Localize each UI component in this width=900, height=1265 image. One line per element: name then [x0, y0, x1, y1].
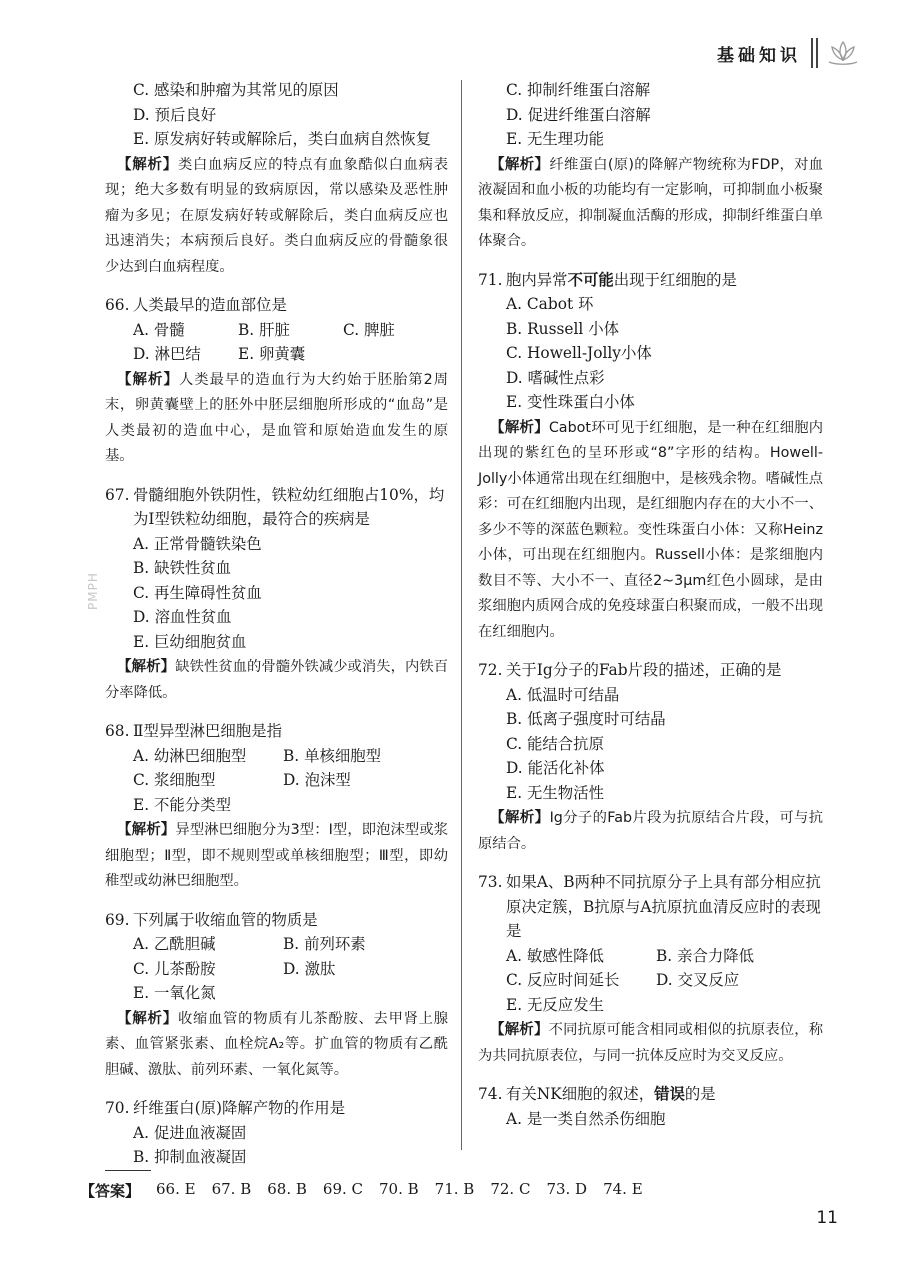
explanation-text: 人类最早的造血行为大约始于胚胎第2周末，卵黄囊壁上的胚外中胚层细胞所形成的“血岛”是人类最初的造血中心，是血管和原始造血发生的原基。	[105, 371, 448, 464]
option: E. 巨幼细胞贫血	[133, 632, 247, 651]
option: B. 单核细胞型	[283, 746, 382, 765]
option: D. 促进纤维蛋白溶解	[506, 105, 651, 124]
question-71	[478, 268, 823, 645]
question-text: 下列属于收缩血管的物质是	[133, 910, 318, 929]
answer-item: 74. E	[603, 1180, 643, 1198]
explanation	[478, 1017, 823, 1068]
answer-key	[80, 1180, 643, 1201]
question-number: 73.	[478, 873, 503, 891]
option: A. 低温时可结晶	[506, 685, 620, 704]
answer-item: 69. C	[322, 1180, 364, 1198]
option: E. 一氧化氮	[133, 984, 216, 1002]
question-74	[478, 1082, 823, 1131]
question-text: 纤维蛋白(原)降解产物的作用是	[133, 1099, 346, 1117]
option-row	[105, 932, 448, 957]
option: A. 促进血液凝固	[133, 1123, 247, 1142]
question-65-tail	[105, 78, 448, 279]
question-stem	[478, 268, 823, 293]
question-stem	[105, 1096, 448, 1121]
answer-item: 66. E	[156, 1180, 196, 1198]
option: D. 溶血性贫血	[133, 608, 232, 626]
question-number: 68.	[105, 722, 130, 740]
option-row	[105, 342, 448, 367]
option: E. 变性珠蛋白小体	[506, 393, 635, 411]
option: C. 感染和肿瘤为其常见的原因	[133, 81, 339, 99]
option: C. 反应时间延长	[506, 971, 620, 989]
stem-part: 有关NK细胞的叙述，	[506, 1085, 655, 1103]
answer-item: 71. B	[434, 1180, 475, 1198]
stem-part: 的是	[684, 1085, 716, 1103]
explanation-text: 不同抗原可能含相同或相似的抗原表位，称为共同抗原表位，与同一抗体反应时为交叉反应。	[478, 1022, 824, 1064]
header-bars	[811, 38, 818, 68]
question-number: 67.	[105, 485, 130, 504]
answer-item: 73. D	[546, 1180, 588, 1198]
explanation-tag: 【解析】	[117, 659, 176, 675]
option: A. 幼淋巴细胞型	[133, 746, 247, 765]
option: C. 浆细胞型	[133, 771, 216, 789]
answer-item: 68. B	[267, 1180, 307, 1198]
question-number: 72.	[478, 661, 503, 679]
question-text: 关于Ig分子的Fab片段的描述，正确的是	[506, 661, 782, 679]
option-row	[478, 944, 823, 969]
question-number: 66.	[105, 296, 130, 314]
option-row	[105, 744, 448, 769]
explanation	[105, 152, 448, 280]
question-72	[478, 658, 823, 856]
column-divider	[461, 80, 462, 1150]
option: D. 预后良好	[133, 105, 217, 124]
option: E. 无生理功能	[506, 130, 604, 148]
explanation-text: 纤维蛋白(原)的降解产物统称为FDP，对血液凝固和血小板的功能均有一定影响，可抑制血小板聚集和释放反应，抑制凝血活酶的形成，抑制纤维蛋白单体聚合。	[478, 156, 824, 249]
answer-item: 72. C	[490, 1180, 531, 1198]
option: E. 原发病好转或解除后，类白血病自然恢复	[133, 130, 432, 148]
option: B. 肝脏	[238, 320, 290, 339]
option: C. 抑制纤维蛋白溶解	[506, 81, 651, 99]
question-number: 70.	[105, 1099, 130, 1117]
explanation	[105, 817, 448, 894]
question-text	[506, 1082, 823, 1107]
option: C. 再生障碍性贫血	[133, 583, 262, 602]
answer-key-label: 【答案】	[80, 1182, 141, 1200]
lotus-logo-icon	[826, 38, 860, 68]
option: A. 正常骨髓铁染色	[133, 534, 262, 553]
option: B. 抑制血液凝固	[133, 1148, 247, 1166]
option: A. 乙酰胆碱	[133, 935, 216, 953]
option: C. 能结合抗原	[506, 734, 604, 753]
option: A. 敏感性降低	[506, 946, 604, 965]
question-text: 如果A、B两种不同抗原分子上具有部分相应抗原决定簇，B抗原与A抗原抗血清反应时的表现是	[506, 873, 821, 940]
question-number: 71.	[478, 270, 503, 289]
explanation-text: Cabot环可见于红细胞，是一种在红细胞内出现的紫红色的呈环形或“8”字形的结构。Howell-Jolly小体通常出现在红细胞中，是核残余物。嗜碱性点彩：可在红细胞内出现，是红细胞内存在的大小不一、多少不等的深蓝色颗粒。变性珠蛋白小体：又称Heinz小体，可出现在红细胞内。Russell小体：是浆细胞内数目不等、大小不一、直径2~3μm红色小圆球，是由浆细胞内质网合成的免疫球蛋白积聚而成，一般不出现在红细胞内。	[478, 419, 824, 640]
page-number: 11	[816, 1208, 838, 1228]
question-text: 人类最早的造血部位是	[133, 296, 287, 314]
stem-emphasis: 不可能	[567, 270, 614, 289]
explanation-text: 类白血病反应的特点有血象酷似白血病表现；绝大多数有明显的致病原因，常以感染及恶性肿瘤为多见；在原发病好转或解除后，类白血病反应也迅速消失；本病预后良好。类白血病反应的骨髓象很少达到白血病程度。	[105, 156, 449, 275]
option-row	[105, 318, 448, 343]
option-row	[105, 768, 448, 793]
option: D. 淋巴结	[133, 345, 201, 363]
explanation	[105, 1006, 448, 1083]
explanation	[105, 367, 448, 469]
left-column	[105, 78, 448, 1184]
answer-item: 67. B	[211, 1180, 252, 1198]
option: E. 不能分类型	[133, 795, 231, 814]
explanation-tag: 【解析】	[117, 371, 179, 388]
option: D. 泡沫型	[283, 771, 351, 789]
question-68	[105, 719, 448, 894]
answer-item: 70. B	[379, 1180, 419, 1198]
option: B. 低离子强度时可结晶	[506, 710, 666, 728]
question-stem	[478, 658, 823, 683]
option: A. Cabot 环	[506, 295, 594, 313]
option: C. 儿茶酚胺	[133, 959, 216, 978]
question-70	[105, 1096, 448, 1170]
explanation-text: 异型淋巴细胞分为3型：Ⅰ型，即泡沫型或浆细胞型；Ⅱ型，即不规则型或单核细胞型；Ⅲ型，即幼稚型或幼淋巴细胞型。	[105, 822, 449, 889]
option: D. 交叉反应	[656, 971, 740, 989]
question-stem	[105, 719, 448, 744]
watermark: PMPH	[86, 572, 100, 610]
option: B. Russell 小体	[506, 319, 620, 338]
explanation-text: Ig分子的Fab片段为抗原结合片段，可与抗原结合。	[478, 810, 823, 852]
question-number: 74.	[478, 1085, 503, 1103]
question-66	[105, 293, 448, 469]
question-73	[478, 870, 823, 1068]
explanation-tag: 【解析】	[117, 1010, 178, 1027]
option: A. 是一类自然杀伤细胞	[506, 1109, 666, 1128]
explanation-tag: 【解析】	[490, 1022, 549, 1038]
question-70-tail	[478, 78, 823, 254]
option: D. 能活化补体	[506, 759, 605, 777]
option: A. 骨髓	[133, 320, 185, 339]
page-header	[717, 36, 860, 70]
question-69	[105, 908, 448, 1083]
header-title: 基础知识	[717, 45, 801, 66]
option: C. Howell-Jolly小体	[506, 344, 652, 362]
question-text	[506, 268, 823, 293]
explanation-text: 缺铁性贫血的骨髓外铁减少或消失，内铁百分率降低。	[105, 659, 449, 701]
option: C. 脾脏	[343, 320, 395, 339]
question-text: Ⅱ型异型淋巴细胞是指	[133, 722, 282, 740]
question-text: 骨髓细胞外铁阴性，铁粒幼红细胞占10%，均为Ⅰ型铁粒幼细胞，最符合的疾病是	[133, 485, 445, 528]
explanation-tag: 【解析】	[490, 810, 550, 826]
explanation-tag: 【解析】	[490, 419, 549, 436]
option: B. 亲合力降低	[656, 946, 755, 965]
explanation	[478, 415, 823, 645]
stem-emphasis: 错误	[654, 1085, 685, 1103]
question-stem	[478, 870, 823, 944]
explanation	[478, 152, 823, 254]
option-row	[478, 968, 823, 993]
question-stem	[478, 1082, 823, 1107]
option: D. 嗜碱性点彩	[506, 368, 605, 387]
explanation-text: 收缩血管的物质有儿茶酚胺、去甲肾上腺素、血管紧张素、血栓烷A₂等。扩血管的物质有乙酰胆碱、激肽、前列环素、一氧化氮等。	[105, 1010, 449, 1078]
explanation-tag: 【解析】	[490, 156, 550, 173]
question-number: 69.	[105, 910, 130, 929]
explanation	[105, 654, 448, 705]
option: B. 缺铁性贫血	[133, 559, 232, 577]
question-stem	[105, 293, 448, 318]
stem-part: 胞内异常	[506, 270, 568, 289]
option: B. 前列环素	[283, 935, 366, 953]
footer-rule	[105, 1170, 151, 1171]
question-stem	[105, 908, 448, 933]
explanation-tag: 【解析】	[117, 156, 178, 173]
explanation-tag: 【解析】	[117, 822, 176, 838]
explanation	[478, 805, 823, 856]
option: E. 无反应发生	[506, 995, 604, 1014]
option: E. 无生物活性	[506, 783, 604, 802]
question-67	[105, 483, 448, 706]
question-stem	[105, 483, 448, 532]
option: D. 激肽	[283, 959, 336, 978]
right-column	[478, 78, 823, 1145]
option: E. 卵黄囊	[238, 345, 306, 363]
option-row	[105, 957, 448, 982]
stem-part: 出现于红细胞的是	[613, 270, 737, 289]
